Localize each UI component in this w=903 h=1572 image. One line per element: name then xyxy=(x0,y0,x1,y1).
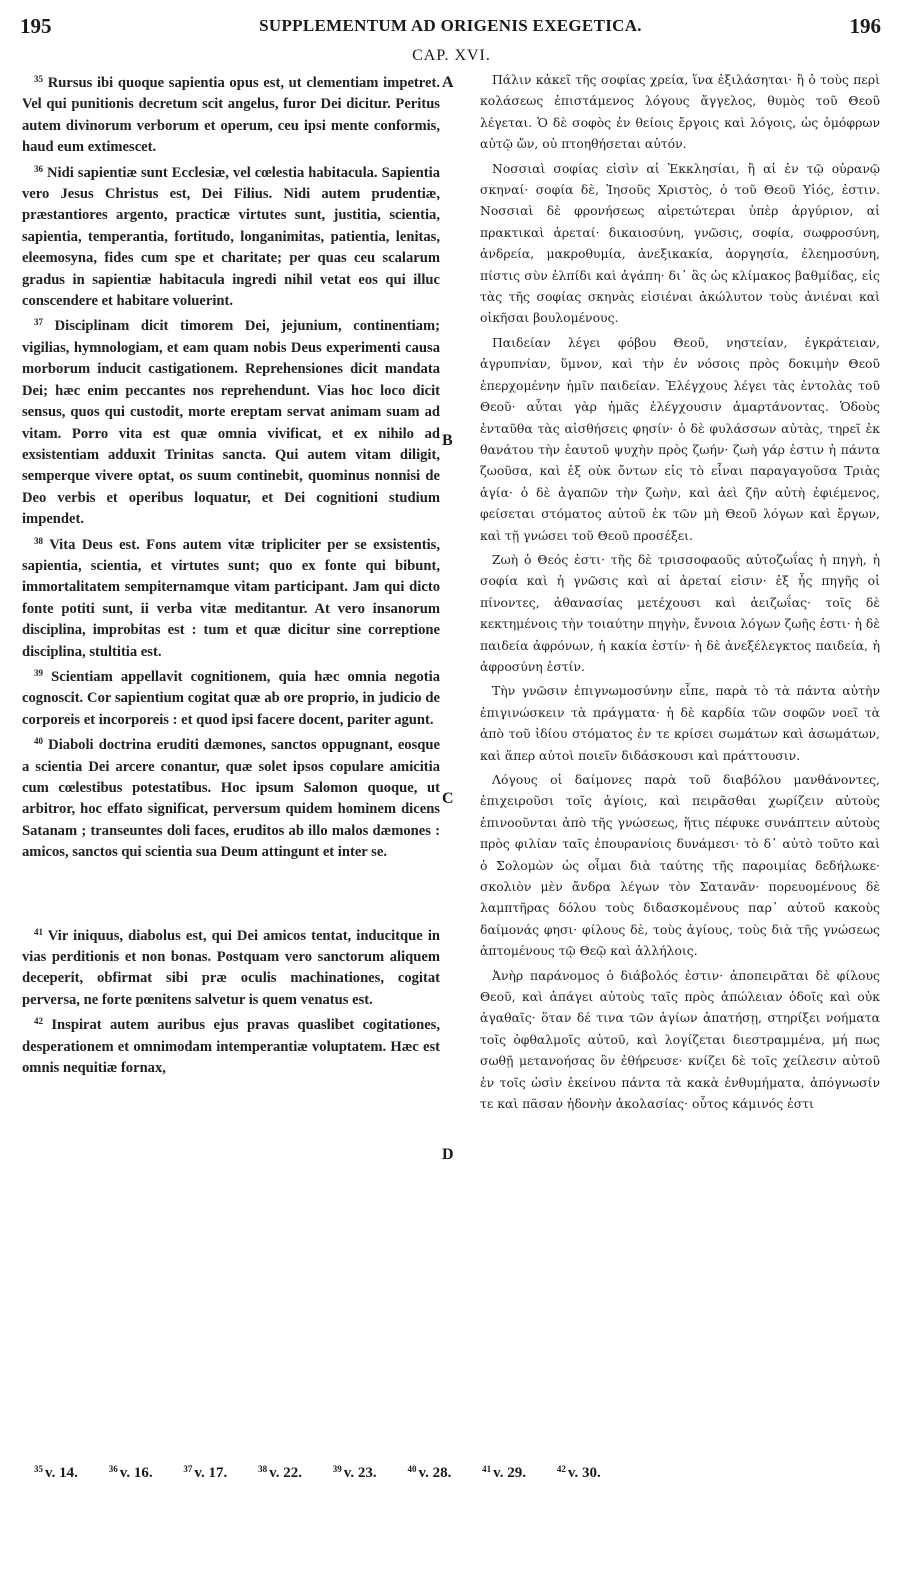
latin-paragraph: $^{39}$ Scientiam appellavit cognitionem, quia hæc omnia negotia cognoscit. Cor sapientium cogitat quæ ab ore proprio, in judicio de corporeis et incorporeis : et quod ipsi facere docent, pariter agunt. xyxy=(22,667,440,728)
latin-paragraph: $^{40}$ Diaboli doctrina eruditi dæmones, sanctos oppugnant, eosque a scientia Dei arcere conantur, quæ solet ipsos copulare amicitia cum cœlestibus potestatibus. Hoc ipsum Salomon quoque, ut arbitror, hoc effato significat, perversum quidem hominem dicens Satanam ; transeuntes doli faces, eruditos ab illo malos dæmones : amicos, sanctos qui scientia sua Deum attingunt et inter se. xyxy=(22,736,440,861)
margin-marker-b: B xyxy=(442,432,453,449)
greek-paragraph: Ζωὴ ὁ Θεός ἐστι· τῆς δὲ τρισσοφαοῦς αὐτοζωΐας ἡ πηγὴ, ἡ σοφία καὶ ἡ γνῶσις καὶ αἱ ἀρεταί εἰσιν· ἐξ ἧς πηγῆς οἱ πίνοντες, ἀθανασίας μετέχουσι καὶ ἀειζωΐας· τοῖς δὲ κεκτημένοις τὴν τοιαύτην πηγὴν, ἔννοια λόγων ζωῆς ἐστι· ἡ δὲ παιδεία ἀφρόνων, ἡ κακία ἐστίν· ἡ δὲ ἀνεξέλεγκτος παιδεία, ἡ ἀφροσύνη ἐστίν. xyxy=(480,551,880,674)
greek-paragraph: Παιδείαν λέγει φόβου Θεοῦ, νηστείαν, ἐγκράτειαν, ἀγρυπνίαν, ὕμνον, καὶ τὴν ἐν νόσοις πρὸς δοκιμὴν Θεοῦ ἐπερχομένην ἡμῖν παιδείαν. Ἐλέγχους λέγει τὰς ἐντολὰς τοῦ Θεοῦ· αὗται γὰρ ἡμᾶς ἐλέγχουσιν ἁμαρτάνοντας. Ὁδοὺς ἐνταῦθα τὰς αἰσθήσεις φησίν· ὁ δὲ φυλάσσων αὐτὰς, τηρεῖ ἐκ θανάτου τὴν ἑαυτοῦ ψυχὴν πρὸς ζωήν· ζωὴ γάρ ἐστιν ἡ πάντα ζωοῦσα, καὶ ἐξ οὐκ ὄντων εἰς τὸ εἶναι παραγαγοῦσα Τριὰς ἁγία· ὁ δὲ ἀγαπῶν τὴν ζωὴν, καὶ ἀεὶ ζῆν αὐτὴ ἐφιέμενος, φείσεται στόματος αὐτοῦ ἐκ τῶν μὴ Θεοῦ λόγων καὶ ἔργων, καὶ τῇ γνώσει τοῦ Θεοῦ προσέξει. xyxy=(480,334,880,543)
latin-column xyxy=(22,69,440,1079)
verse-number: 40 xyxy=(34,736,43,747)
running-title: SUPPLEMENTUM AD ORIGENIS EXEGETICA. xyxy=(259,16,642,35)
greek-paragraph: Πάλιν κἀκεῖ τῆς σοφίας χρεία, ἵνα ἐξιλάσηται· ἢ ὁ τοὺς περὶ κολάσεως ἐπιστάμενος λόγους ἄγγελος, θυμὸς τοῦ Θεοῦ λέγεται. Ὁ δὲ σοφὸς ἐν θείοις ἔργοις καὶ λόγοις, ὡς ὁμόφρων αὐτῷ ὤν, οὐ πτοηθήσεται αὐτόν. xyxy=(480,72,880,152)
margin-marker-c: C xyxy=(442,790,454,807)
footnotes xyxy=(34,1464,874,1482)
greek-paragraph: Ἀνὴρ παράνομος ὁ διάβολός ἐστιν· ἀποπειρᾶται δὲ φίλους Θεοῦ, καὶ ἀπάγει αὐτοὺς ταῖς πρὸς ἀπώλειαν ὁδοῖς καὶ οὐκ ἀγαθαῖς· ὅταν δέ τινα τῶν ἁγίων ἀπατήσῃ, στηρίξει νοήματα τοῖς ὀφθαλμοῖς αὐτοῦ, καὶ λογίζεται διεστραμμένα, μή πως σωθῇ μετανοήσας ὃν ἐθήρευσε· κνίζει δὲ τοῖς χείλεσιν αὐτοῦ ἐν τοῖς ὠσὶν ἐκείνου πάντα τὰ κακὰ ἐνθυμήματα, ἀπόγνωσίν τε καὶ πᾶσαν ἡδονὴν ἀκολασίας· οὗτος κάμινός ἐστι xyxy=(480,967,880,1112)
footnote: $^{38}$ v. 22. xyxy=(258,1464,302,1481)
verse-number: 36 xyxy=(34,163,43,174)
greek-paragraph: Τὴν γνῶσιν ἐπιγνωμοσύνην εἶπε, παρὰ τὸ τὰ πάντα αὐτὴν ἐπιγινώσκειν τὰ πράγματα· ἡ δὲ καρδία τῶν σοφῶν νοεῖ τὰ ἀπὸ τοῦ ἰδίου στόματος ἐν τε κρίσει σωμάτων καὶ ἀσωμάτων, καὶ ἅπερ αὐτοὶ ποιεῖν διδάσκουσι καὶ πράττουσιν. xyxy=(480,683,880,763)
footnote: $^{37}$ v. 17. xyxy=(183,1464,228,1481)
latin-paragraph: $^{38}$ Vita Deus est. Fons autem vitæ tripliciter per se exsistentis, sapientia, scientia, et virtutes sunt; quo ex fonte qui bibunt, immortalitatem sempiternamque vitam participant. Jam qui dicto fonte potiti sunt, ii verba vitæ meditantur. At vero insanorum disciplina, improbitas est : tum et quæ dicitur sine correptione disciplina, stultitia est. xyxy=(22,535,441,660)
page-number-left: 195 xyxy=(20,14,52,38)
column-gap xyxy=(22,864,440,922)
verse-number: 38 xyxy=(34,535,43,546)
footnote: $^{36}$ v. 16. xyxy=(108,1464,153,1481)
latin-paragraph: $^{36}$ Nidi sapientiæ sunt Ecclesiæ, vel cœlestia habitacula. Sapientia vero Jesus Christus est, Dei Filius. Nidi autem prudentiæ, præstantiores argento, practicæ virtutes sunt, justitia, scientia, sapientia, temperantia, fortitudo, longanimitas, patientia, lenitas, eleemosyna, fides cum spe et charitate; per quas ceu scalarum gradus in sapientiæ habitacula ingredi nihil vetat eos qui illuc conscendere et habitare voluerint. xyxy=(22,163,440,310)
footnote: $^{40}$ v. 28. xyxy=(407,1464,452,1481)
page-header xyxy=(20,14,881,44)
margin-marker-d: D xyxy=(442,1146,454,1163)
footnote: $^{42}$ v. 30. xyxy=(556,1464,601,1481)
latin-paragraph: $^{35}$ Rursus ibi quoque sapientia opus est, ut clementiam impetret. Vel qui punitionis decretum scit angelus, furor Dei dicitur. Peritus autem divinorum verborum et operum, ceu ipsi mente conformis, haud eum extimescet. xyxy=(22,74,440,156)
margin-marker-a: A xyxy=(442,74,454,91)
latin-paragraph: $^{42}$ Inspirat autem auribus ejus pravas quaslibet cogitationes, desperationem et omnimodam intemperantiæ voluptatem. Hæc est omnis nequitiæ fornax, xyxy=(22,1016,440,1077)
verse-number: 41 xyxy=(34,926,43,937)
greek-paragraph: Νοσσιαὶ σοφίας εἰσὶν αἱ Ἐκκλησίαι, ἢ αἱ ἐν τῷ οὐρανῷ σκηναί· σοφία δὲ, Ἰησοῦς Χριστὸς, ὁ τοῦ Θεοῦ Υἱός, ἐστιν. Νοσσιαὶ δὲ φρονήσεως αἱρετώτεραι ὑπὲρ ἀργύριον, αἱ πρακτικαὶ ἀρεταί· δικαιοσύνη, γνῶσις, σοφία, σωφροσύνη, ἀνδρεία, μακροθυμία, ἀνεξικακία, ἀοργησία, ἐλεημοσύνη, πίστις σὺν ἐλπίδι καὶ ἀγάπη· δι᾽ ἃς ὡς κλίμακος βαθμίδας, εἰς τὰς τῆς σοφίας σκηνὰς εἰσιέναι ἀκώλυτον τοὺς ἀνιέναι καὶ οἰκῆσαι βουλομένους. xyxy=(480,160,880,326)
chapter-heading: CAP. XVI. xyxy=(412,47,491,64)
latin-paragraph: $^{37}$ Disciplinam dicit timorem Dei, jejunium, continentiam; vigilias, hymnologiam, et eam quam nobis Deus experimenti causa morborum inducit castigationem. Reprehensiones dicit mandata Dei; hæc enim peccantes nos reprehendunt. Vias hoc loco dicit sensus, quos qui custodit, morte ereptam servat animam suam ad vitam. Porro vita est quæ omnia vivificat, et ex nihilo ad exsistentiam adduxit Trinitas sancta. Qui autem vitam diligit, semperque vivere optat, os suum continebit, quominus nonnisi de Deo verbis et operibus loquatur, et Dei cognitioni studium impendet. xyxy=(22,317,440,528)
footnote: $^{41}$ v. 29. xyxy=(482,1464,527,1481)
greek-paragraph: Λόγους οἱ δαίμονες παρὰ τοῦ διαβόλου μανθάνοντες, ἐπιχειροῦσι τοῖς ἁγίοις, καὶ πειρᾶσθαι χωρίζειν αὐτοὺς ἐπινοοῦνται ἀπὸ τῆς γνώσεως, ἥτις πέφυκε συνάπτειν αὐτοὺς πρὸς φιλίαν ταῖς ἐπουρανίοις δυνάμεσι· τὸ δ᾽ αὐτὸ τοῦτο καὶ ὁ Σολομὼν ὡς οἶμαι διὰ ταύτης τῆς παροιμίας δεδήλωκε· σκολιὸν μὲν ἄνδρα λέγων τὸν Σατανᾶν· πορευομένους δὲ λαμπτῆρας δόλου τοὺς διδασκομένους παρ᾽ αὐτοῦ κακοὺς δαίμονάς φησι· φίλους δὲ, τοὺς ἁγίους, τοὺς διὰ τῆς γνώσεως ἀπτομένους τῷ Θεῷ καὶ ἀλλήλοις. xyxy=(480,772,880,959)
footnote: $^{35}$ v. 14. xyxy=(34,1464,78,1481)
verse-number: 42 xyxy=(34,1016,43,1027)
verse-number: 39 xyxy=(34,667,43,678)
greek-column xyxy=(480,69,880,1115)
page-number-right: 196 xyxy=(849,14,881,38)
verse-number: 37 xyxy=(34,317,43,328)
latin-paragraph: $^{41}$ Vir iniquus, diabolus est, qui Dei amicos tentat, inducitque in vias perditionis et non bonas. Postquam vero sanctorum aliquem deceperit, obfirmat sibi præ oculis machinationes, cogitat perversa, ne forte pœnitens salvetur is quem venatus est. xyxy=(22,926,440,1008)
footnote: $^{39}$ v. 23. xyxy=(332,1464,377,1481)
verse-number: 35 xyxy=(34,74,43,84)
